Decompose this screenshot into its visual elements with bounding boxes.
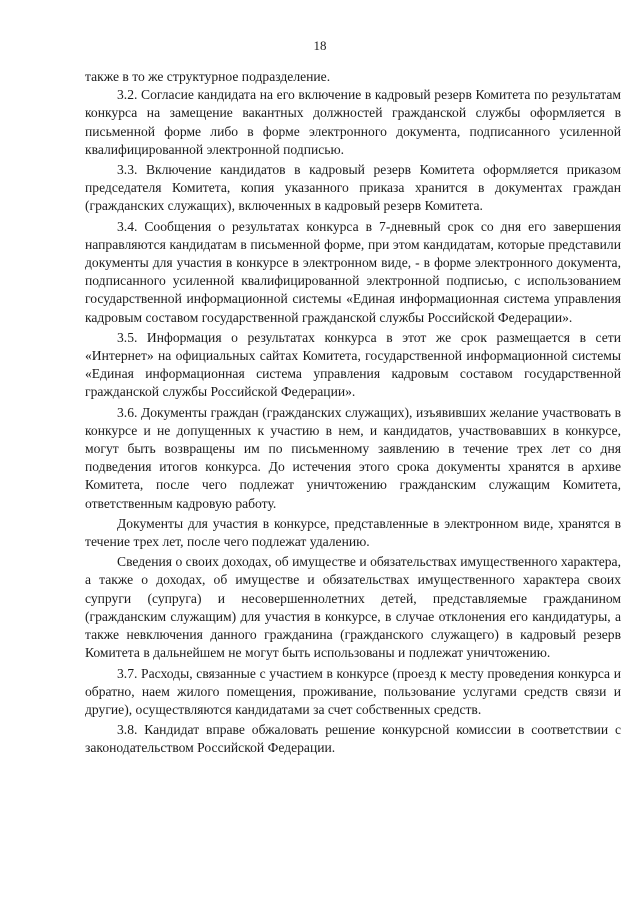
paragraph-3-6: 3.6. Документы граждан (гражданских служащих), изъявивших желание участвовать в конкурсе и не допущенных к участию в нем, и кандидатов, участвовавших в конкурсе, могут быть возвращены им по письменному заявлению в течение трех лет со дня подведения итогов конкурса. До истечения этого срока документы хранятся в архиве Комитета, после чего подлежат уничтожению гражданским служащим Комитета, ответственным кадровую работу. (85, 404, 621, 511)
paragraph-3-8: 3.8. Кандидат вправе обжаловать решение конкурсной комиссии в соответствии с законодательством Российской Федерации. (85, 722, 621, 756)
paragraph-3-7: 3.7. Расходы, связанные с участием в конкурсе (проезд к месту проведения конкурса и обратно, наем жилого помещения, проживание, пользование услугами средств связи и другие), осуществляются кандидатами за счет собственных средств. (85, 665, 621, 717)
page-number: 18 (313, 38, 327, 53)
paragraph-3-5: 3.5. Информация о результатах конкурса в этот же срок размещается в сети «Интернет» на официальных сайтах Комитета, государственной информационной системы «Единая информационная система управления кадровым составом государственной гражданской службы Российской Федерации». (85, 329, 621, 400)
paragraph-3-4: 3.4. Сообщения о результатах конкурса в 7-дневный срок со дня его завершения направляются кандидатам в письменной форме, при этом кандидатам, которые представили документы для участия в конкурсе в электронном виде, - в форме электронного документа, подписанного усиленной квалифицированной электронной подписью, с использованием государственной информационной системы «Единая информационная система управления кадровым составом государственной гражданской службы Российской Федерации». (85, 218, 621, 325)
paragraph-electronic-documents: Документы для участия в конкурсе, представленные в электронном виде, хранятся в течение трех лет, после чего подлежат удалению. (85, 515, 621, 550)
paragraph-income-information: Сведения о своих доходах, об имуществе и обязательствах имущественного характера, а также о доходах, об имуществе и обязательствах имущественного характера своих супруги (супруга) и несовершеннолетних детей, представляемые гражданином (гражданским служащим) для участия в конкурсе, в случае отклонения его кандидатуры, а также невключения данного гражданина (гражданского служащего) в кадровый резерв Комитета в дальнейшем не могут быть использованы и подлежат уничтожению. (85, 554, 621, 661)
paragraph-continuation: также в то же структурное подразделение. (85, 69, 331, 84)
document-body (85, 68, 621, 758)
paragraph-3-3: 3.3. Включение кандидатов в кадровый резерв Комитета оформляется приказом председателя Комитета, копия указанного приказа хранится в документах граждан (гражданских служащих), включенных в кадровый резерв Комитета. (85, 162, 621, 214)
paragraph-3-2: 3.2. Согласие кандидата на его включение в кадровый резерв Комитета по результатам конкурса на замещение вакантных должностей гражданской службы оформляется в письменной форме либо в форме электронного документа, подписанного усиленной квалифицированной электронной подписью. (85, 87, 621, 157)
